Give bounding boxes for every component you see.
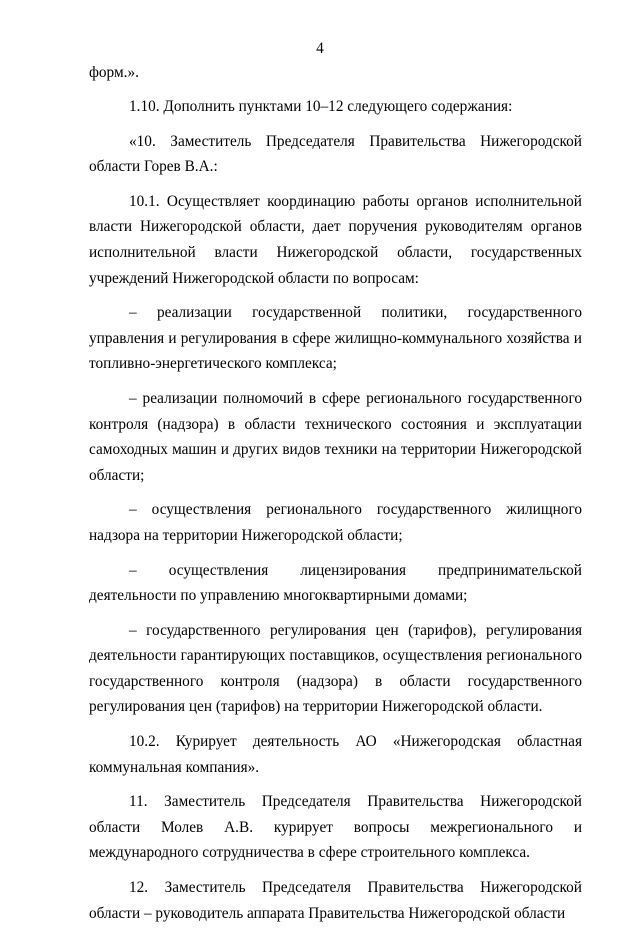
paragraph: – осуществления лицензирования предпринимательской деятельности по управлению многоквартирными домами; [89, 561, 582, 605]
paragraph: – реализации полномочий в сфере регионального государственного контроля (надзора) в области технического состояния и эксплуатации самоходных машин и других видов техники на территории Нижегородской области; [89, 389, 582, 484]
page-number: 4 [316, 40, 324, 57]
paragraph: – реализации государственной политики, государственного управления и регулирования в сфере жилищно-коммунального хозяйства и топливно-энергетического комплекса; [89, 304, 582, 373]
paragraph: 11. Заместитель Председателя Правительства Нижегородской области Молев А.В. курирует вопросы межрегионального и международного сотрудничества в сфере строительного комплекса. [89, 793, 582, 862]
paragraph: – осуществления регионального государственного жилищного надзора на территории Нижегородской области; [89, 501, 582, 544]
document-body [89, 60, 582, 935]
paragraph: 10.1. Осуществляет координацию работы органов исполнительной власти Нижегородской области, дает поручения руководителям органов исполнительной власти Нижегородской области, государственных учреждений Нижегородской области по вопросам: [89, 192, 582, 287]
paragraph: – государственного регулирования цен (тарифов), регулирования деятельности гарантирующих поставщиков, осуществления регионального государственного контроля (надзора) в области государственного регулирования цен (тарифов) на территории Нижегородской области. [89, 621, 582, 716]
paragraph: 10.2. Курирует деятельность АО «Нижегородская областная коммунальная компания». [89, 733, 582, 776]
paragraph: «10. Заместитель Председателя Правительства Нижегородской области Горев В.А.: [89, 132, 582, 176]
paragraph: форм.». [89, 64, 139, 81]
paragraph: 1.10. Дополнить пунктами 10–12 следующего содержания: [129, 98, 513, 115]
paragraph: 12. Заместитель Председателя Правительства Нижегородской области – руководитель аппарата Правительства Нижегородской области [89, 879, 582, 922]
